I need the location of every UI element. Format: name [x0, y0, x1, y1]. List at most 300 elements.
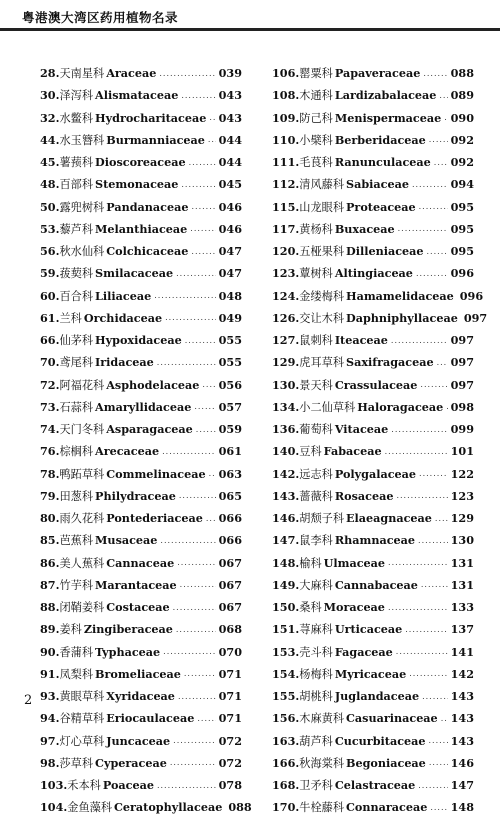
family-chinese-name: 泽泻科 — [59, 89, 94, 103]
family-number: 45. — [40, 155, 60, 170]
family-chinese-name: 木麻黄科 — [299, 712, 345, 726]
family-latin-name: Cyperaceae — [95, 755, 167, 770]
toc-entry — [40, 374, 242, 396]
dot-leader — [421, 580, 448, 589]
dot-leader — [202, 380, 215, 389]
dot-leader — [191, 202, 215, 211]
toc-entry — [272, 752, 474, 774]
dot-leader — [429, 758, 448, 767]
family-number: 130. — [272, 377, 300, 392]
family-chinese-name: 金缕梅科 — [299, 289, 345, 303]
family-chinese-name: 莎草科 — [59, 756, 94, 770]
family-chinese-name: 大麻科 — [299, 578, 333, 592]
family-chinese-name: 黄杨科 — [299, 222, 333, 236]
dot-leader — [434, 158, 448, 167]
family-latin-name: Rosaceae — [334, 488, 394, 503]
page-ref: 092 — [450, 132, 474, 147]
toc-entry — [272, 351, 474, 373]
dot-leader — [176, 625, 216, 634]
family-number: 126. — [272, 310, 300, 325]
dot-leader — [412, 180, 448, 189]
family-chinese-name: 天南星科 — [59, 67, 105, 81]
toc-entry — [40, 196, 242, 218]
toc-entry — [40, 129, 242, 151]
family-latin-name: Menispermaceae — [334, 110, 442, 125]
family-chinese-name: 黄眼草科 — [59, 690, 105, 704]
dot-leader — [422, 692, 448, 701]
family-number: 28. — [40, 66, 60, 81]
family-latin-name: Typhaceae — [95, 644, 161, 659]
toc-entry — [272, 707, 474, 729]
family-number: 123. — [272, 266, 300, 281]
page-ref: 090 — [450, 110, 474, 125]
dot-leader — [189, 158, 216, 167]
family-latin-name: Costaceae — [106, 600, 170, 615]
toc-entry — [40, 84, 242, 106]
family-chinese-name: 阿福花科 — [59, 378, 105, 392]
dot-leader — [191, 247, 215, 256]
page-ref: 101 — [450, 444, 474, 459]
toc-entry — [40, 240, 242, 262]
page-ref: 088 — [228, 800, 252, 815]
family-latin-name: Asparagaceae — [106, 422, 193, 437]
toc-entry — [272, 173, 474, 195]
page-ref: 095 — [450, 199, 474, 214]
page-ref: 078 — [218, 778, 242, 793]
family-chinese-name: 水玉簪科 — [59, 133, 105, 147]
dot-leader — [388, 603, 448, 612]
family-number: 50. — [40, 199, 60, 214]
family-latin-name: Juncaceae — [106, 733, 171, 748]
family-chinese-name: 兰科 — [59, 311, 82, 325]
family-number: 112. — [272, 177, 300, 192]
family-latin-name: Berberidaceae — [334, 132, 426, 147]
header-rule — [0, 28, 500, 31]
dot-leader — [388, 558, 448, 567]
toc-entry — [40, 418, 242, 440]
toc-entry — [40, 641, 242, 663]
dot-leader — [206, 514, 216, 523]
page-ref: 141 — [450, 644, 474, 659]
family-number: 32. — [40, 110, 60, 125]
toc-entry — [40, 307, 242, 329]
page-ref: 039 — [218, 66, 242, 81]
family-latin-name: Ceratophyllaceae — [114, 800, 223, 815]
family-chinese-name: 牛栓藤科 — [299, 801, 345, 815]
family-number: 155. — [272, 689, 300, 704]
family-chinese-name: 秋水仙科 — [59, 245, 105, 259]
family-latin-name: Ulmaceae — [323, 555, 386, 570]
family-latin-name: Sabiaceae — [346, 177, 409, 192]
family-chinese-name: 鼠刺科 — [299, 334, 333, 348]
dot-leader — [446, 402, 447, 411]
page-ref: 096 — [459, 288, 484, 303]
dot-leader — [160, 536, 215, 545]
family-latin-name: Alismataceae — [95, 88, 179, 103]
page-ref: 137 — [450, 622, 474, 637]
page-ref: 130 — [450, 533, 474, 548]
toc-entry — [40, 329, 242, 351]
family-number: 87. — [40, 577, 60, 592]
toc-entry — [272, 129, 474, 151]
dot-leader — [430, 803, 447, 812]
family-number: 153. — [272, 644, 300, 659]
family-chinese-name: 竹芋科 — [59, 578, 94, 592]
book-title: 粤港澳大湾区药用植物名录 — [22, 10, 179, 25]
page-ref: 094 — [450, 177, 474, 192]
family-latin-name: Dioscoreaceae — [95, 155, 186, 170]
family-chinese-name: 卫矛科 — [299, 779, 333, 793]
toc-column-left — [40, 62, 252, 819]
page-ref: 096 — [450, 266, 474, 281]
family-number: 120. — [272, 244, 300, 259]
toc-entry — [40, 173, 242, 195]
page-ref: 097 — [463, 310, 488, 325]
family-chinese-name: 菝葜科 — [59, 267, 94, 281]
toc-entry — [272, 574, 474, 596]
page-ref: 143 — [450, 711, 474, 726]
family-chinese-name: 虎耳草科 — [299, 356, 345, 370]
page-ref: 129 — [450, 511, 474, 526]
family-number: 72. — [40, 377, 60, 392]
page-ref: 071 — [218, 689, 242, 704]
dot-leader — [180, 580, 216, 589]
family-latin-name: Orchidaceae — [83, 310, 163, 325]
family-number: 30. — [40, 88, 60, 103]
family-number: 170. — [272, 800, 300, 815]
page-ref: 047 — [218, 266, 242, 281]
family-latin-name: Proteaceae — [346, 199, 416, 214]
family-latin-name: Pandanaceae — [106, 199, 189, 214]
family-latin-name: Liliaceae — [95, 288, 152, 303]
family-number: 134. — [272, 399, 300, 414]
family-latin-name: Polygalaceae — [334, 466, 417, 481]
page-ref: 068 — [218, 622, 242, 637]
dot-leader — [405, 625, 447, 634]
page-ref: 055 — [218, 355, 242, 370]
family-chinese-name: 芭蕉科 — [59, 534, 94, 548]
family-number: 56. — [40, 244, 60, 259]
family-chinese-name: 禾本科 — [67, 779, 101, 793]
dot-leader — [196, 425, 216, 434]
toc-entry — [40, 507, 242, 529]
family-latin-name: Fabaceae — [323, 444, 382, 459]
family-latin-name: Eriocaulaceae — [106, 711, 195, 726]
toc-entry — [272, 307, 488, 329]
toc-entry — [272, 507, 474, 529]
page-ref: 098 — [450, 399, 474, 414]
page-ref: 067 — [218, 555, 242, 570]
dot-leader — [194, 402, 215, 411]
page-ref: 097 — [450, 355, 474, 370]
family-chinese-name: 豆科 — [299, 445, 322, 459]
family-number: 97. — [40, 733, 60, 748]
family-chinese-name: 鸢尾科 — [59, 356, 94, 370]
page-ref: 148 — [450, 800, 474, 815]
family-number: 78. — [40, 466, 60, 481]
toc-entry — [272, 84, 474, 106]
family-number: 85. — [40, 533, 60, 548]
family-chinese-name: 榆科 — [299, 556, 322, 570]
page-ref: 131 — [450, 577, 474, 592]
family-latin-name: Crassulaceae — [334, 377, 418, 392]
family-number: 156. — [272, 711, 300, 726]
page-ref: 072 — [218, 733, 242, 748]
toc-entry — [272, 285, 484, 307]
family-latin-name: Vitaceae — [334, 422, 389, 437]
family-latin-name: Smilacaceae — [95, 266, 174, 281]
page-ref: 043 — [218, 110, 242, 125]
page-ref: 088 — [450, 66, 474, 81]
family-number: 109. — [272, 110, 300, 125]
page-ref: 131 — [450, 555, 474, 570]
page-ref: 089 — [450, 88, 474, 103]
family-number: 143. — [272, 488, 300, 503]
dot-leader — [162, 447, 216, 456]
dot-leader — [154, 291, 215, 300]
family-chinese-name: 百部科 — [59, 178, 94, 192]
family-latin-name: Papaveraceae — [334, 66, 421, 81]
page-ref: 049 — [218, 310, 242, 325]
family-latin-name: Poaceae — [102, 778, 154, 793]
toc-entry — [40, 463, 242, 485]
dot-leader — [435, 514, 448, 523]
family-latin-name: Ranunculaceae — [334, 155, 431, 170]
family-number: 89. — [40, 622, 60, 637]
dot-leader — [163, 647, 215, 656]
family-number: 148. — [272, 555, 300, 570]
family-number: 127. — [272, 333, 300, 348]
dot-leader — [173, 736, 215, 745]
family-chinese-name: 毛茛科 — [299, 156, 333, 170]
page-ref: 066 — [218, 533, 242, 548]
family-number: 168. — [272, 778, 300, 793]
family-chinese-name: 胡桃科 — [299, 690, 333, 704]
family-chinese-name: 百合科 — [59, 289, 94, 303]
toc-entry — [40, 730, 242, 752]
dot-leader — [423, 69, 447, 78]
family-number: 93. — [40, 689, 60, 704]
family-chinese-name: 远志科 — [299, 467, 333, 481]
family-chinese-name: 小檗科 — [299, 133, 333, 147]
toc-entry — [40, 752, 242, 774]
toc-entry — [40, 218, 242, 240]
family-latin-name: Commelinaceae — [106, 466, 206, 481]
family-number: 74. — [40, 422, 60, 437]
family-number: 117. — [272, 221, 300, 236]
page-ref: 045 — [218, 177, 242, 192]
page-ref: 071 — [218, 711, 242, 726]
family-latin-name: Celastraceae — [334, 778, 416, 793]
family-latin-name: Fagaceae — [334, 644, 393, 659]
family-latin-name: Altingiaceae — [334, 266, 413, 281]
family-chinese-name: 清风藤科 — [299, 178, 345, 192]
page-ref: 044 — [218, 155, 242, 170]
family-chinese-name: 山龙眼科 — [299, 200, 345, 214]
family-number: 115. — [272, 199, 300, 214]
family-latin-name: Connaraceae — [346, 800, 428, 815]
dot-leader — [429, 135, 448, 144]
toc-entry — [40, 552, 242, 574]
dot-leader — [173, 603, 216, 612]
family-chinese-name: 凤梨科 — [59, 667, 94, 681]
page-ref: 095 — [450, 244, 474, 259]
family-latin-name: Iridaceae — [95, 355, 154, 370]
family-chinese-name: 姜科 — [59, 623, 82, 637]
family-latin-name: Cucurbitaceae — [334, 733, 426, 748]
dot-leader — [396, 647, 448, 656]
family-latin-name: Urticaceae — [334, 622, 403, 637]
page-ref: 043 — [218, 88, 242, 103]
family-number: 60. — [40, 288, 60, 303]
toc-entry — [272, 107, 474, 129]
toc-entry — [272, 641, 474, 663]
family-latin-name: Colchicaceae — [106, 244, 189, 259]
page-ref: 099 — [450, 422, 474, 437]
family-number: 150. — [272, 600, 300, 615]
dot-leader — [179, 491, 216, 500]
toc-entry — [40, 796, 252, 818]
family-number: 163. — [272, 733, 300, 748]
family-chinese-name: 桑科 — [299, 601, 322, 615]
family-chinese-name: 棕榈科 — [59, 445, 94, 459]
toc-entry — [272, 730, 474, 752]
dot-leader — [184, 669, 216, 678]
dot-leader — [190, 224, 215, 233]
page-ref: 059 — [218, 422, 242, 437]
family-latin-name: Saxifragaceae — [346, 355, 434, 370]
family-chinese-name: 天门冬科 — [59, 423, 105, 437]
toc-entry — [272, 440, 474, 462]
toc-entry — [272, 196, 474, 218]
family-chinese-name: 香蒲科 — [59, 645, 94, 659]
toc-entry — [272, 529, 474, 551]
dot-leader — [157, 358, 216, 367]
family-number: 136. — [272, 422, 300, 437]
family-chinese-name: 灯心草科 — [59, 734, 105, 748]
dot-leader — [427, 247, 448, 256]
family-latin-name: Myricaceae — [334, 666, 407, 681]
toc-entry — [272, 374, 474, 396]
family-number: 48. — [40, 177, 60, 192]
family-chinese-name: 仙茅科 — [59, 334, 94, 348]
family-chinese-name: 蕈树科 — [299, 267, 333, 281]
family-chinese-name: 雨久花科 — [59, 512, 105, 526]
family-chinese-name: 藜芦科 — [59, 222, 94, 236]
toc-entry — [40, 351, 242, 373]
family-number: 94. — [40, 711, 60, 726]
page-ref: 047 — [218, 244, 242, 259]
page-ref: 061 — [218, 444, 242, 459]
family-number: 98. — [40, 755, 60, 770]
toc-entry — [40, 151, 242, 173]
family-number: 70. — [40, 355, 60, 370]
toc-column-right — [272, 62, 488, 819]
family-chinese-name: 谷精草科 — [59, 712, 105, 726]
family-chinese-name: 美人蕉科 — [59, 556, 105, 570]
family-number: 88. — [40, 600, 60, 615]
page-ref: 046 — [218, 199, 242, 214]
family-chinese-name: 露兜树科 — [59, 200, 105, 214]
family-latin-name: Musaceae — [95, 533, 158, 548]
page-ref: 048 — [218, 288, 242, 303]
family-number: 154. — [272, 666, 300, 681]
family-chinese-name: 小二仙草科 — [299, 400, 356, 414]
dot-leader — [176, 269, 216, 278]
dot-leader — [441, 714, 448, 723]
dot-leader — [437, 358, 448, 367]
toc-entry — [272, 329, 474, 351]
family-chinese-name: 荨麻科 — [299, 623, 333, 637]
dot-leader — [208, 135, 216, 144]
toc-entry — [272, 218, 474, 240]
family-latin-name: Cannabaceae — [334, 577, 418, 592]
family-chinese-name: 防己科 — [299, 111, 333, 125]
family-latin-name: Arecaceae — [95, 444, 160, 459]
page-ref: 070 — [218, 644, 242, 659]
family-chinese-name: 闭鞘姜科 — [59, 601, 105, 615]
family-latin-name: Daphniphyllaceae — [346, 310, 458, 325]
family-latin-name: Cannaceae — [106, 555, 175, 570]
family-chinese-name: 田葱科 — [59, 489, 94, 503]
page-number: 2 — [24, 693, 33, 708]
page-ref: 044 — [218, 132, 242, 147]
family-latin-name: Hydrocharitaceae — [95, 110, 207, 125]
page-ref: 063 — [218, 466, 242, 481]
family-chinese-name: 金鱼藻科 — [67, 801, 113, 815]
dot-leader — [209, 469, 216, 478]
page-ref: 071 — [218, 666, 242, 681]
toc-entry — [272, 418, 474, 440]
dot-leader — [429, 736, 448, 745]
family-number: 124. — [272, 288, 300, 303]
family-number: 140. — [272, 444, 300, 459]
dot-leader — [396, 491, 447, 500]
family-chinese-name: 鸭跖草科 — [59, 467, 105, 481]
dot-leader — [181, 180, 215, 189]
dot-leader — [419, 202, 448, 211]
family-number: 147. — [272, 533, 300, 548]
page-ref: 097 — [450, 333, 474, 348]
page-ref: 122 — [450, 466, 474, 481]
dot-leader — [418, 781, 447, 790]
family-number: 142. — [272, 466, 300, 481]
page-ref: 143 — [450, 733, 474, 748]
toc-entry — [272, 685, 474, 707]
toc-entry — [272, 151, 474, 173]
family-chinese-name: 杨梅科 — [299, 667, 333, 681]
dot-leader — [177, 558, 215, 567]
toc-entry — [40, 707, 242, 729]
family-chinese-name: 交让木科 — [299, 311, 345, 325]
family-latin-name: Burmanniaceae — [106, 132, 205, 147]
family-latin-name: Pontederiaceae — [106, 511, 203, 526]
page-ref: 067 — [218, 577, 242, 592]
family-number: 151. — [272, 622, 300, 637]
family-chinese-name: 秋海棠科 — [299, 756, 345, 770]
family-number: 80. — [40, 511, 60, 526]
toc-entry — [272, 596, 474, 618]
family-latin-name: Dilleniaceae — [346, 244, 424, 259]
dot-leader — [165, 313, 216, 322]
page-ref: 147 — [450, 778, 474, 793]
dot-leader — [159, 69, 215, 78]
dot-leader — [391, 425, 447, 434]
page-ref: 066 — [218, 511, 242, 526]
page-ref: 046 — [218, 221, 242, 236]
family-latin-name: Amaryllidaceae — [95, 399, 192, 414]
family-chinese-name: 水鳖科 — [59, 111, 94, 125]
